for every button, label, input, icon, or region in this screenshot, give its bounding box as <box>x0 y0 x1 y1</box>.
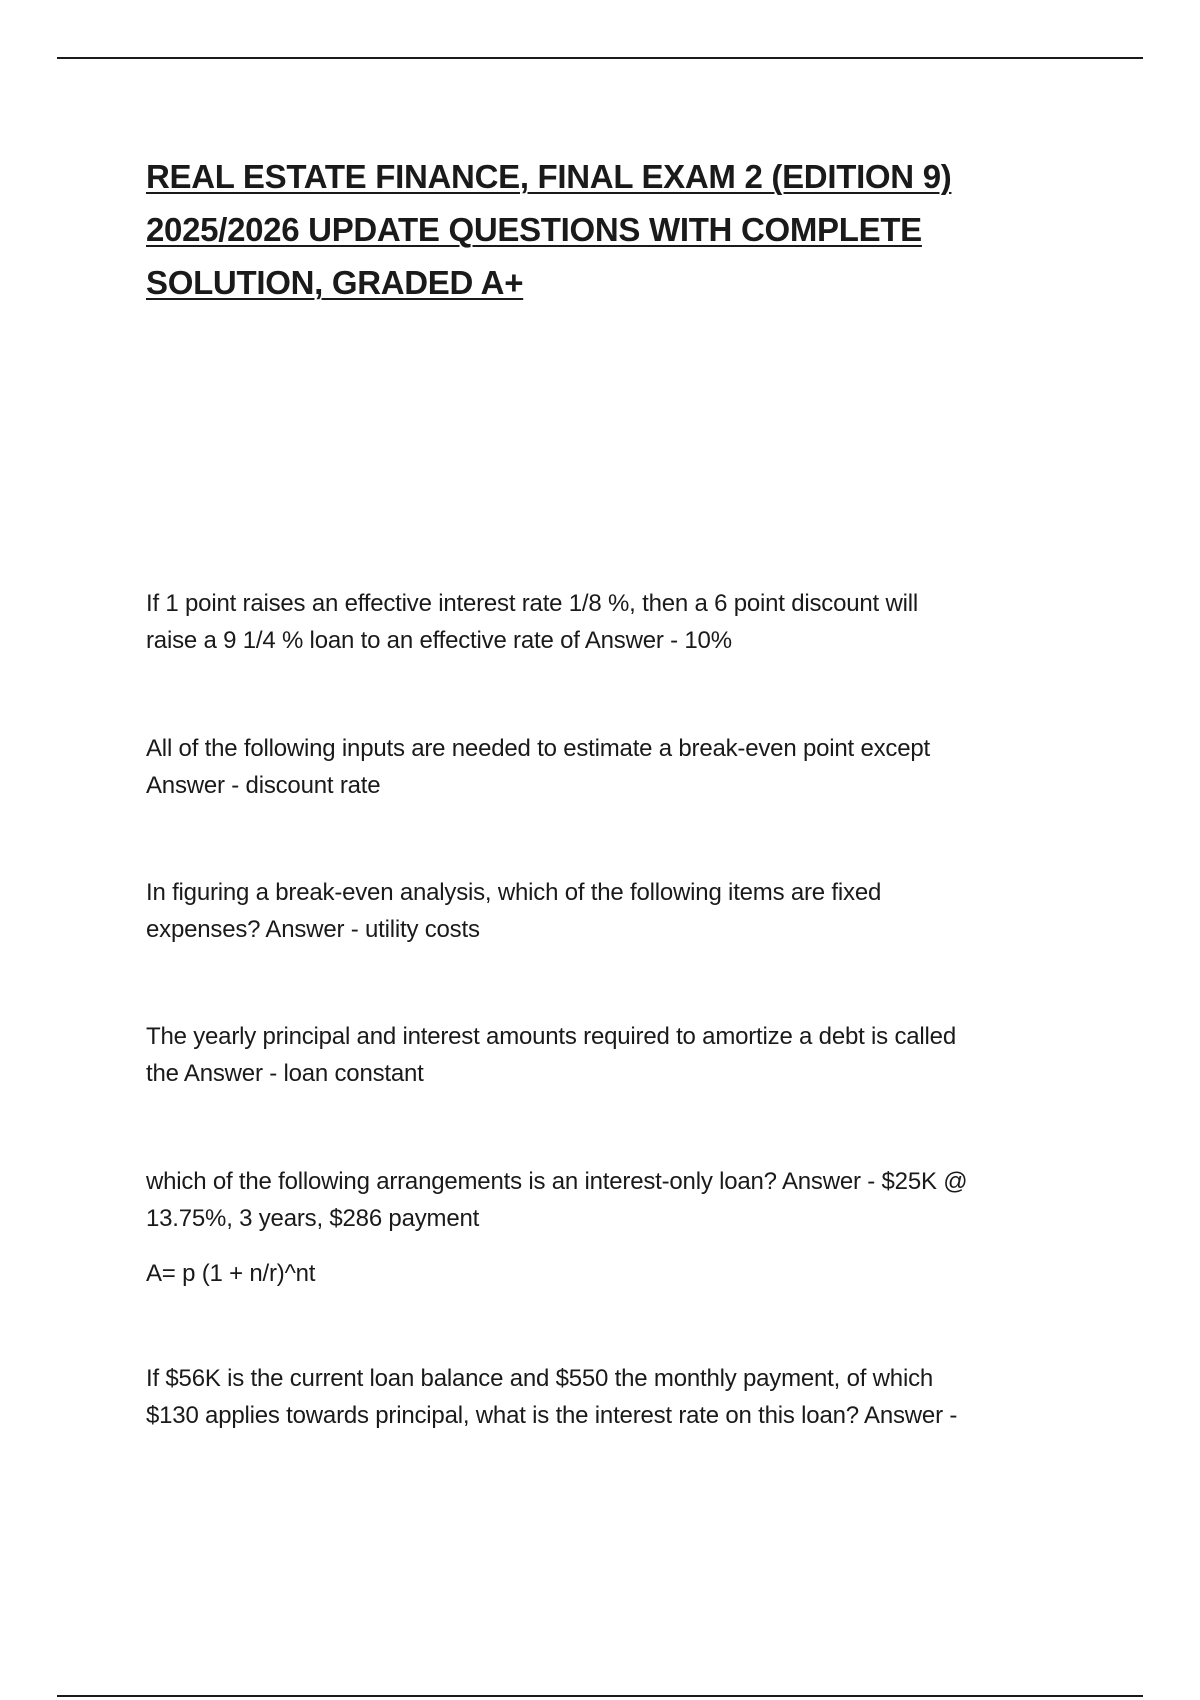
question-line: If $56K is the current loan balance and $550 the monthly payment, of which <box>146 1365 934 1392</box>
question-line: $130 applies towards principal, what is the interest rate on this loan? Answer - <box>146 1402 958 1429</box>
question-3 <box>146 874 1066 948</box>
question-1 <box>146 585 1066 659</box>
title-line: REAL ESTATE FINANCE, FINAL EXAM 2 (EDITION 9) <box>146 158 952 195</box>
question-line: The yearly principal and interest amounts required to amortize a debt is called <box>146 1023 956 1050</box>
question-5 <box>146 1163 1066 1237</box>
question-line: expenses? Answer - utility costs <box>146 916 480 943</box>
question-4 <box>146 1018 1066 1092</box>
question-6 <box>146 1360 1066 1434</box>
question-line: 13.75%, 3 years, $286 payment <box>146 1205 480 1232</box>
question-line: In figuring a break-even analysis, which of the following items are fixed <box>146 879 882 906</box>
formula <box>146 1255 1066 1292</box>
top-rule <box>57 57 1143 59</box>
document-title <box>146 150 1046 309</box>
question-line: All of the following inputs are needed to estimate a break-even point except <box>146 735 930 762</box>
question-line: Answer - discount rate <box>146 772 381 799</box>
question-line: raise a 9 1/4 % loan to an effective rate of Answer - 10% <box>146 627 732 654</box>
formula-text: A= p (1 + n/r)^nt <box>146 1260 316 1287</box>
question-line: which of the following arrangements is an interest-only loan? Answer - $25K @ <box>146 1168 968 1195</box>
title-line: 2025/2026 UPDATE QUESTIONS WITH COMPLETE <box>146 211 922 248</box>
question-line: the Answer - loan constant <box>146 1060 424 1087</box>
bottom-rule <box>57 1695 1143 1697</box>
question-2 <box>146 730 1066 804</box>
question-line: If 1 point raises an effective interest rate 1/8 %, then a 6 point discount will <box>146 590 919 617</box>
title-line: SOLUTION, GRADED A+ <box>146 264 524 301</box>
